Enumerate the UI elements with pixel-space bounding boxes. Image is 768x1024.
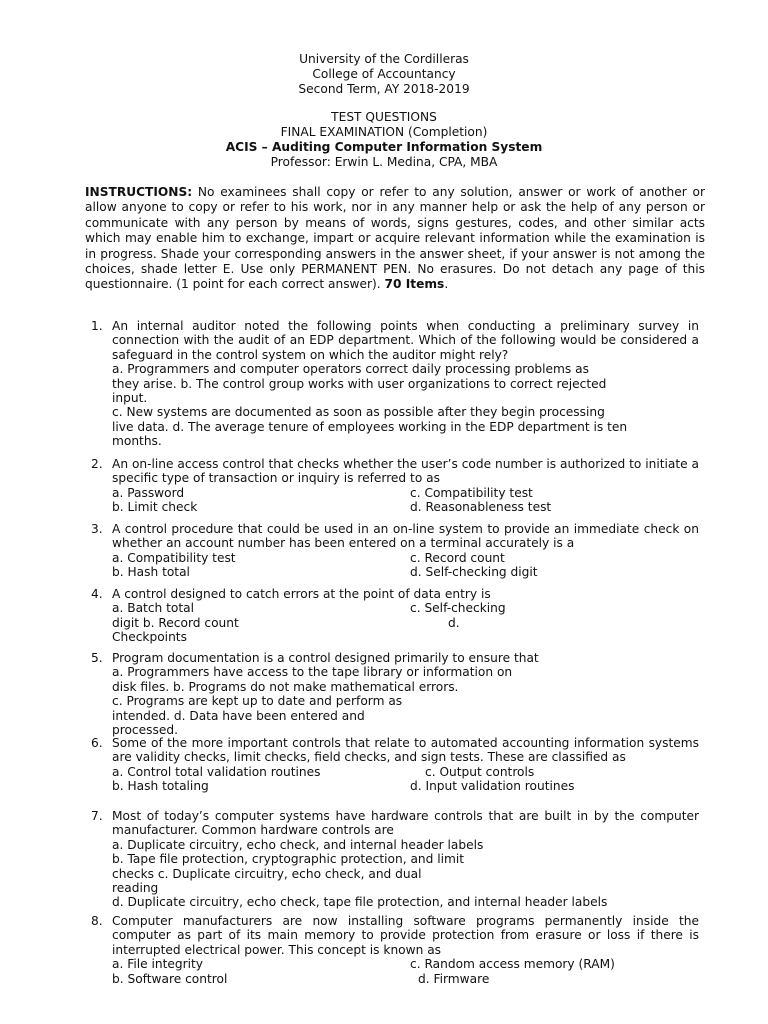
question-line: disk files. b. Programs do not make mathematical errors. <box>112 679 459 694</box>
option-row <box>112 765 699 779</box>
option: d. <box>448 615 460 630</box>
option: a. Control total validation routines <box>112 764 321 779</box>
question-line: a. Programmers and computer operators correct daily processing problems as <box>112 362 589 377</box>
option: c. Compatibility test <box>410 485 533 500</box>
option: b. Hash totaling <box>112 779 209 794</box>
question-number: 2. <box>91 457 103 471</box>
option: d. Reasonableness test <box>410 500 552 515</box>
option: a. Compatibility test <box>112 550 236 565</box>
option: d. Self-checking digit <box>410 565 538 580</box>
question-stem: A control designed to catch errors at the point of data entry is <box>112 587 491 601</box>
test-label: TEST QUESTIONS <box>331 110 437 125</box>
question-line: processed. <box>112 723 178 738</box>
question-number: 7. <box>91 809 103 823</box>
instructions-block <box>85 185 705 293</box>
question-number: 3. <box>91 522 103 536</box>
option: c. Random access memory (RAM) <box>410 957 615 972</box>
option: a. Batch total <box>112 601 194 616</box>
academic-term: Second Term, AY 2018-2019 <box>298 81 470 96</box>
question-number: 4. <box>91 587 103 601</box>
question-stem: An on-line access control that checks whether the user’s code number is authorized to initiate a specific type of transaction or inquiry is referred to as <box>112 457 699 486</box>
university-name: University of the Cordilleras <box>299 52 469 66</box>
question-number: 6. <box>91 736 103 750</box>
option: c. Self-checking <box>410 601 506 616</box>
question-line: a. Duplicate circuitry, echo check, and internal header labels <box>112 837 484 852</box>
option-row <box>112 565 699 579</box>
option-row <box>112 500 699 514</box>
course-title: ACIS – Auditing Computer Information System <box>225 139 543 154</box>
question-line: reading <box>112 881 159 896</box>
option: b. Hash total <box>112 565 190 580</box>
question-line: c. Programs are kept up to date and perform as <box>112 694 403 709</box>
option: d. Input validation routines <box>410 779 575 794</box>
question-line: intended. d. Data have been entered and <box>112 708 365 723</box>
question-1 <box>91 319 699 449</box>
question-stem: Some of the more important controls that relate to automated accounting information systems are validity checks, limit checks, field checks, and sign tests. These are classified as <box>112 736 699 765</box>
question-5 <box>91 651 699 737</box>
option-row <box>112 601 699 615</box>
option: a. File integrity <box>112 957 203 972</box>
question-line: input. <box>112 391 148 406</box>
question-4 <box>91 587 699 645</box>
college-name: College of Accountancy <box>312 66 456 81</box>
option-row <box>112 972 699 986</box>
question-line: b. Tape file protection, cryptographic protection, and limit <box>112 852 465 867</box>
question-stem: Computer manufacturers are now installing software programs permanently inside the computer as part of its main memory to provide protection from erasure or loss if there is interrupted electrical power. This concept is known as <box>112 914 699 957</box>
question-line: c. New systems are documented as soon as possible after they begin processing <box>112 405 605 420</box>
option: digit b. Record count <box>112 615 239 630</box>
question-line: checks c. Duplicate circuitry, echo check, and dual <box>112 866 422 881</box>
question-stem: A control procedure that could be used in an on-line system to provide an immediate check on whether an account number has been entered on a terminal accurately is a <box>112 522 699 551</box>
question-number: 1. <box>91 319 103 333</box>
instructions-label: INSTRUCTIONS: <box>85 185 193 199</box>
question-3 <box>91 522 699 580</box>
option: b. Software control <box>112 971 228 986</box>
question-stem: Program documentation is a control designed primarily to ensure that <box>112 651 539 665</box>
question-2 <box>91 457 699 515</box>
option-row <box>112 486 699 500</box>
item-count: 70 Items <box>384 277 445 292</box>
question-stem: An internal auditor noted the following points when conducting a preliminary survey in connection with the audit of an EDP department. Which of the following would be considered a safeguard in the control system on which the auditor might rely? <box>112 319 699 362</box>
option: b. Limit check <box>112 500 198 515</box>
instructions-text: No examinees shall copy or refer to any solution, answer or work of another or allow anyone to copy or refer to his work, nor in any manner help or ask the help of any person or communicate with any person by means of words, signs gestures, codes, and other similar acts which may enable him to exchange, impart or acquire relevant information while the examination is in progress. Shade your corresponding answers in the answer sheet, if your answer is not among the choices, shade letter E. Use only PERMANENT PEN. No erasures. Do not detach any page of this questionnaire. (1 point for each correct answer). <box>85 185 705 292</box>
question-stem: Most of today’s computer systems have hardware controls that are built in by the computer manufacturer. Common hardware controls are <box>112 809 699 838</box>
option: a. Password <box>112 485 185 500</box>
document-header <box>0 52 768 170</box>
question-8 <box>91 914 699 986</box>
question-number: 8. <box>91 914 103 928</box>
option-row <box>112 551 699 565</box>
option: d. Firmware <box>418 971 490 986</box>
option-row <box>112 779 699 793</box>
question-line: they arise. b. The control group works with user organizations to correct rejected <box>112 376 607 391</box>
option-row <box>112 957 699 971</box>
option: c. Output controls <box>425 764 535 779</box>
question-line: d. Duplicate circuitry, echo check, tape file protection, and internal header labels <box>112 895 608 910</box>
exam-title: FINAL EXAMINATION (Completion) <box>280 125 488 140</box>
question-line: live data. d. The average tenure of employees working in the EDP department is ten <box>112 419 628 434</box>
question-6 <box>91 736 699 794</box>
option: c. Record count <box>410 550 505 565</box>
question-number: 5. <box>91 651 103 665</box>
question-7 <box>91 809 699 910</box>
question-line: months. <box>112 434 162 449</box>
professor-line: Professor: Erwin L. Medina, CPA, MBA <box>270 154 498 169</box>
question-line: Checkpoints <box>112 630 187 645</box>
question-line: a. Programmers have access to the tape library or information on <box>112 665 513 680</box>
instructions-end: . <box>444 277 449 292</box>
option-row <box>112 616 699 630</box>
